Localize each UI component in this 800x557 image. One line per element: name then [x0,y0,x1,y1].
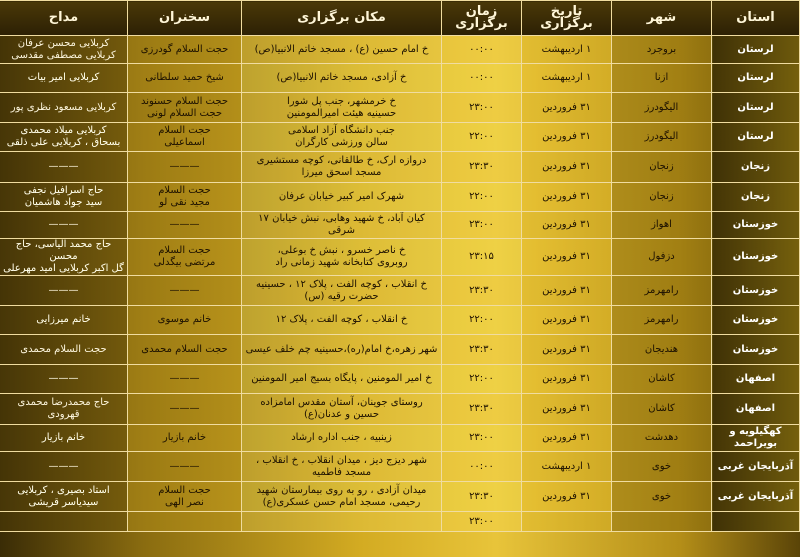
cell-province: کهگیلویه و بویراحمد [712,425,800,452]
cell-place: خ امام حسین (ع) ، مسجد خاتم الانبیا(ص) [242,36,442,64]
cell-place: زینبیه ، جنب اداره ارشاد [242,425,442,452]
cell-speaker: حجت السلام محمدی [128,335,242,365]
table-row [0,239,800,276]
cell-time: ۲۳:۳۰ [442,482,522,512]
cell-place: میدان آزادی ، رو به روی بیمارستان شهید رحیمی، مسجد امام حسن عسکری(ع) [242,482,442,512]
table-row [0,306,800,335]
cell-eulogist: حجت السلام محمدی [0,335,128,365]
table-row [0,152,800,183]
cell-eulogist: ——— [0,152,128,183]
cell-time: ۲۲:۰۰ [442,365,522,394]
cell-speaker [128,512,242,532]
table-row [0,425,800,452]
cell-date: ۱ اردیبهشت [522,452,612,482]
cell-place: خ انقلاب ، کوچه الفت ، پلاک ۱۲ ، حسینیه حضرت رقیه (س) [242,276,442,306]
table-row [0,452,800,482]
cell-date: ۱ اردیبهشت [522,64,612,93]
cell-province [712,512,800,532]
table-row [0,212,800,239]
cell-date: ۳۱ فروردین [522,306,612,335]
cell-place: شهر دیزج دیز ، میدان انقلاب ، خ انقلاب ، مسجد فاطمیه [242,452,442,482]
header-speaker: سخنران [128,1,242,36]
cell-city: هندیجان [612,335,712,365]
table-row [0,482,800,512]
cell-date: ۱ اردیبهشت [522,36,612,64]
cell-place: خ انقلاب ، کوچه الفت ، پلاک ۱۲ [242,306,442,335]
cell-eulogist: حاج محمدرضا محمدی قهرودی [0,394,128,425]
cell-time: ۲۳:۰۰ [442,212,522,239]
cell-eulogist: کربلایی میلاد محمدی بسحاق ، کربلایی علی ذلقی [0,123,128,152]
cell-eulogist: کربلایی محسن عرفان کربلایی مصطفی مقدسی [0,36,128,64]
cell-eulogist [0,512,128,532]
cell-eulogist: حاج اسرافیل نجفی سید جواد هاشمیان [0,183,128,212]
header-eulogist: مداح [0,1,128,36]
cell-eulogist: ——— [0,365,128,394]
cell-date: ۳۱ فروردین [522,335,612,365]
cell-time: ۲۲:۰۰ [442,183,522,212]
cell-time: ۲۳:۰۰ [442,93,522,123]
cell-city: بروجرد [612,36,712,64]
cell-speaker: حجت السلام مجید نقی لو [128,183,242,212]
cell-eulogist: کربلایی امیر بیات [0,64,128,93]
cell-province: لرستان [712,93,800,123]
cell-city: ازنا [612,64,712,93]
cell-date: ۳۱ فروردین [522,183,612,212]
cell-place: روستای جوینان، آستان مقدس امامزاده حسین و عدنان(ع) [242,394,442,425]
cell-date: ۳۱ فروردین [522,93,612,123]
cell-province: لرستان [712,36,800,64]
cell-city: اهواز [612,212,712,239]
table-row [0,394,800,425]
cell-place: جنب دانشگاه آزاد اسلامی سالن ورزشی کارگران [242,123,442,152]
cell-province: خوزستان [712,212,800,239]
cell-date: ۳۱ فروردین [522,394,612,425]
cell-speaker: حجت السلام اسماعیلی [128,123,242,152]
header-place: مکان برگزاری [242,1,442,36]
cell-place: خ امیر المومنین ، پایگاه بسیج امیر المومنین [242,365,442,394]
cell-province: خوزستان [712,276,800,306]
cell-date: ۳۱ فروردین [522,152,612,183]
table-row [0,183,800,212]
table-row [0,36,800,64]
cell-province: اصفهان [712,394,800,425]
cell-place: شهرک امیر کبیر خیابان عرفان [242,183,442,212]
cell-time: ۲۳:۳۰ [442,394,522,425]
cell-place: خ آزادی، مسجد خاتم الانبیا(ص) [242,64,442,93]
cell-time: ۰۰:۰۰ [442,64,522,93]
cell-city: کاشان [612,365,712,394]
table-row [0,335,800,365]
cell-speaker: خانم موسوی [128,306,242,335]
cell-eulogist: خانم بازیار [0,425,128,452]
cell-time: ۲۳:۰۰ [442,512,522,532]
cell-date: ۳۱ فروردین [522,482,612,512]
cell-place: شهر زهره،خ امام(ره)،حسینیه چم خلف عیسی [242,335,442,365]
cell-date [522,512,612,532]
header-row [0,1,800,36]
header-date: تاریخ برگزاری [522,1,612,36]
cell-province: لرستان [712,123,800,152]
cell-province: اصفهان [712,365,800,394]
cell-speaker: حجت السلام نصر الهی [128,482,242,512]
cell-eulogist: ——— [0,452,128,482]
cell-place: دروازه ارک، خ طالقانی، کوچه مستشیری مسجد اسحق میرزا [242,152,442,183]
cell-time: ۲۳:۳۰ [442,335,522,365]
cell-speaker: حجت السلام حسنوند حجت السلام لونی [128,93,242,123]
cell-city: رامهرمز [612,306,712,335]
cell-time: ۲۲:۰۰ [442,306,522,335]
cell-province: خوزستان [712,335,800,365]
cell-speaker: ——— [128,152,242,183]
cell-date: ۳۱ فروردین [522,365,612,394]
cell-date: ۳۱ فروردین [522,276,612,306]
cell-time: ۰۰:۰۰ [442,452,522,482]
cell-city: دهدشت [612,425,712,452]
cell-eulogist: کربلایی مسعود نظری پور [0,93,128,123]
cell-date: ۳۱ فروردین [522,425,612,452]
table-row [0,365,800,394]
cell-time: ۰۰:۰۰ [442,36,522,64]
cell-date: ۳۱ فروردین [522,212,612,239]
table-row [0,93,800,123]
cell-city: الیگودرز [612,123,712,152]
cell-speaker: ——— [128,452,242,482]
cell-speaker: خانم بازیار [128,425,242,452]
cell-speaker: ——— [128,365,242,394]
cell-time: ۲۳:۰۰ [442,425,522,452]
cell-time: ۲۲:۰۰ [442,123,522,152]
cell-place [242,512,442,532]
header-city: شهر [612,1,712,36]
cell-place: خ خرمشهر، جنب پل شورا حسینیه هیئت امیرالمومنین [242,93,442,123]
header-province: استان [712,1,800,36]
cell-speaker: حجت السلام گودرزی [128,36,242,64]
cell-city: الیگودرز [612,93,712,123]
cell-speaker: حجت السلام مرتضی بیگدلی [128,239,242,276]
cell-eulogist: ——— [0,212,128,239]
cell-time: ۲۳:۳۰ [442,276,522,306]
cell-eulogist: ——— [0,276,128,306]
cell-province: زنجان [712,183,800,212]
cell-date: ۳۱ فروردین [522,239,612,276]
cell-time: ۲۳:۱۵ [442,239,522,276]
cell-city: رامهرمز [612,276,712,306]
table-row [0,123,800,152]
cell-eulogist: خانم میرزایی [0,306,128,335]
cell-city: کاشان [612,394,712,425]
cell-province: خوزستان [712,306,800,335]
cell-speaker: ——— [128,394,242,425]
cell-eulogist: استاد بصیری ، کربلایی سیدیاسر قریشی [0,482,128,512]
cell-city [612,512,712,532]
cell-eulogist: حاج محمد الیاسی، حاج محسن گل اکبر کربلایی امید مهرعلی [0,239,128,276]
table-row [0,276,800,306]
cell-province: زنجان [712,152,800,183]
cell-city: زنجان [612,152,712,183]
cell-speaker: ——— [128,276,242,306]
cell-city: دزفول [612,239,712,276]
header-time: زمان برگزاری [442,1,522,36]
cell-city: زنجان [612,183,712,212]
cell-province: آذربایجان غربی [712,482,800,512]
cell-time: ۲۳:۳۰ [442,152,522,183]
cell-place: کیان آباد، خ شهید وهابی، نبش خیابان ۱۷ شرقی [242,212,442,239]
cell-place: خ ناصر خسرو ، نبش خ بوعلی، روبروی کتابخانه شهید زمانی راد [242,239,442,276]
cell-city: خوی [612,482,712,512]
cell-city: خوی [612,452,712,482]
cell-speaker: شیخ حمید سلطانی [128,64,242,93]
cell-speaker: ——— [128,212,242,239]
cell-date: ۳۱ فروردین [522,123,612,152]
table-row [0,64,800,93]
table-row [0,512,800,532]
cell-province: لرستان [712,64,800,93]
cell-province: آذربایجان غربی [712,452,800,482]
cell-province: خوزستان [712,239,800,276]
